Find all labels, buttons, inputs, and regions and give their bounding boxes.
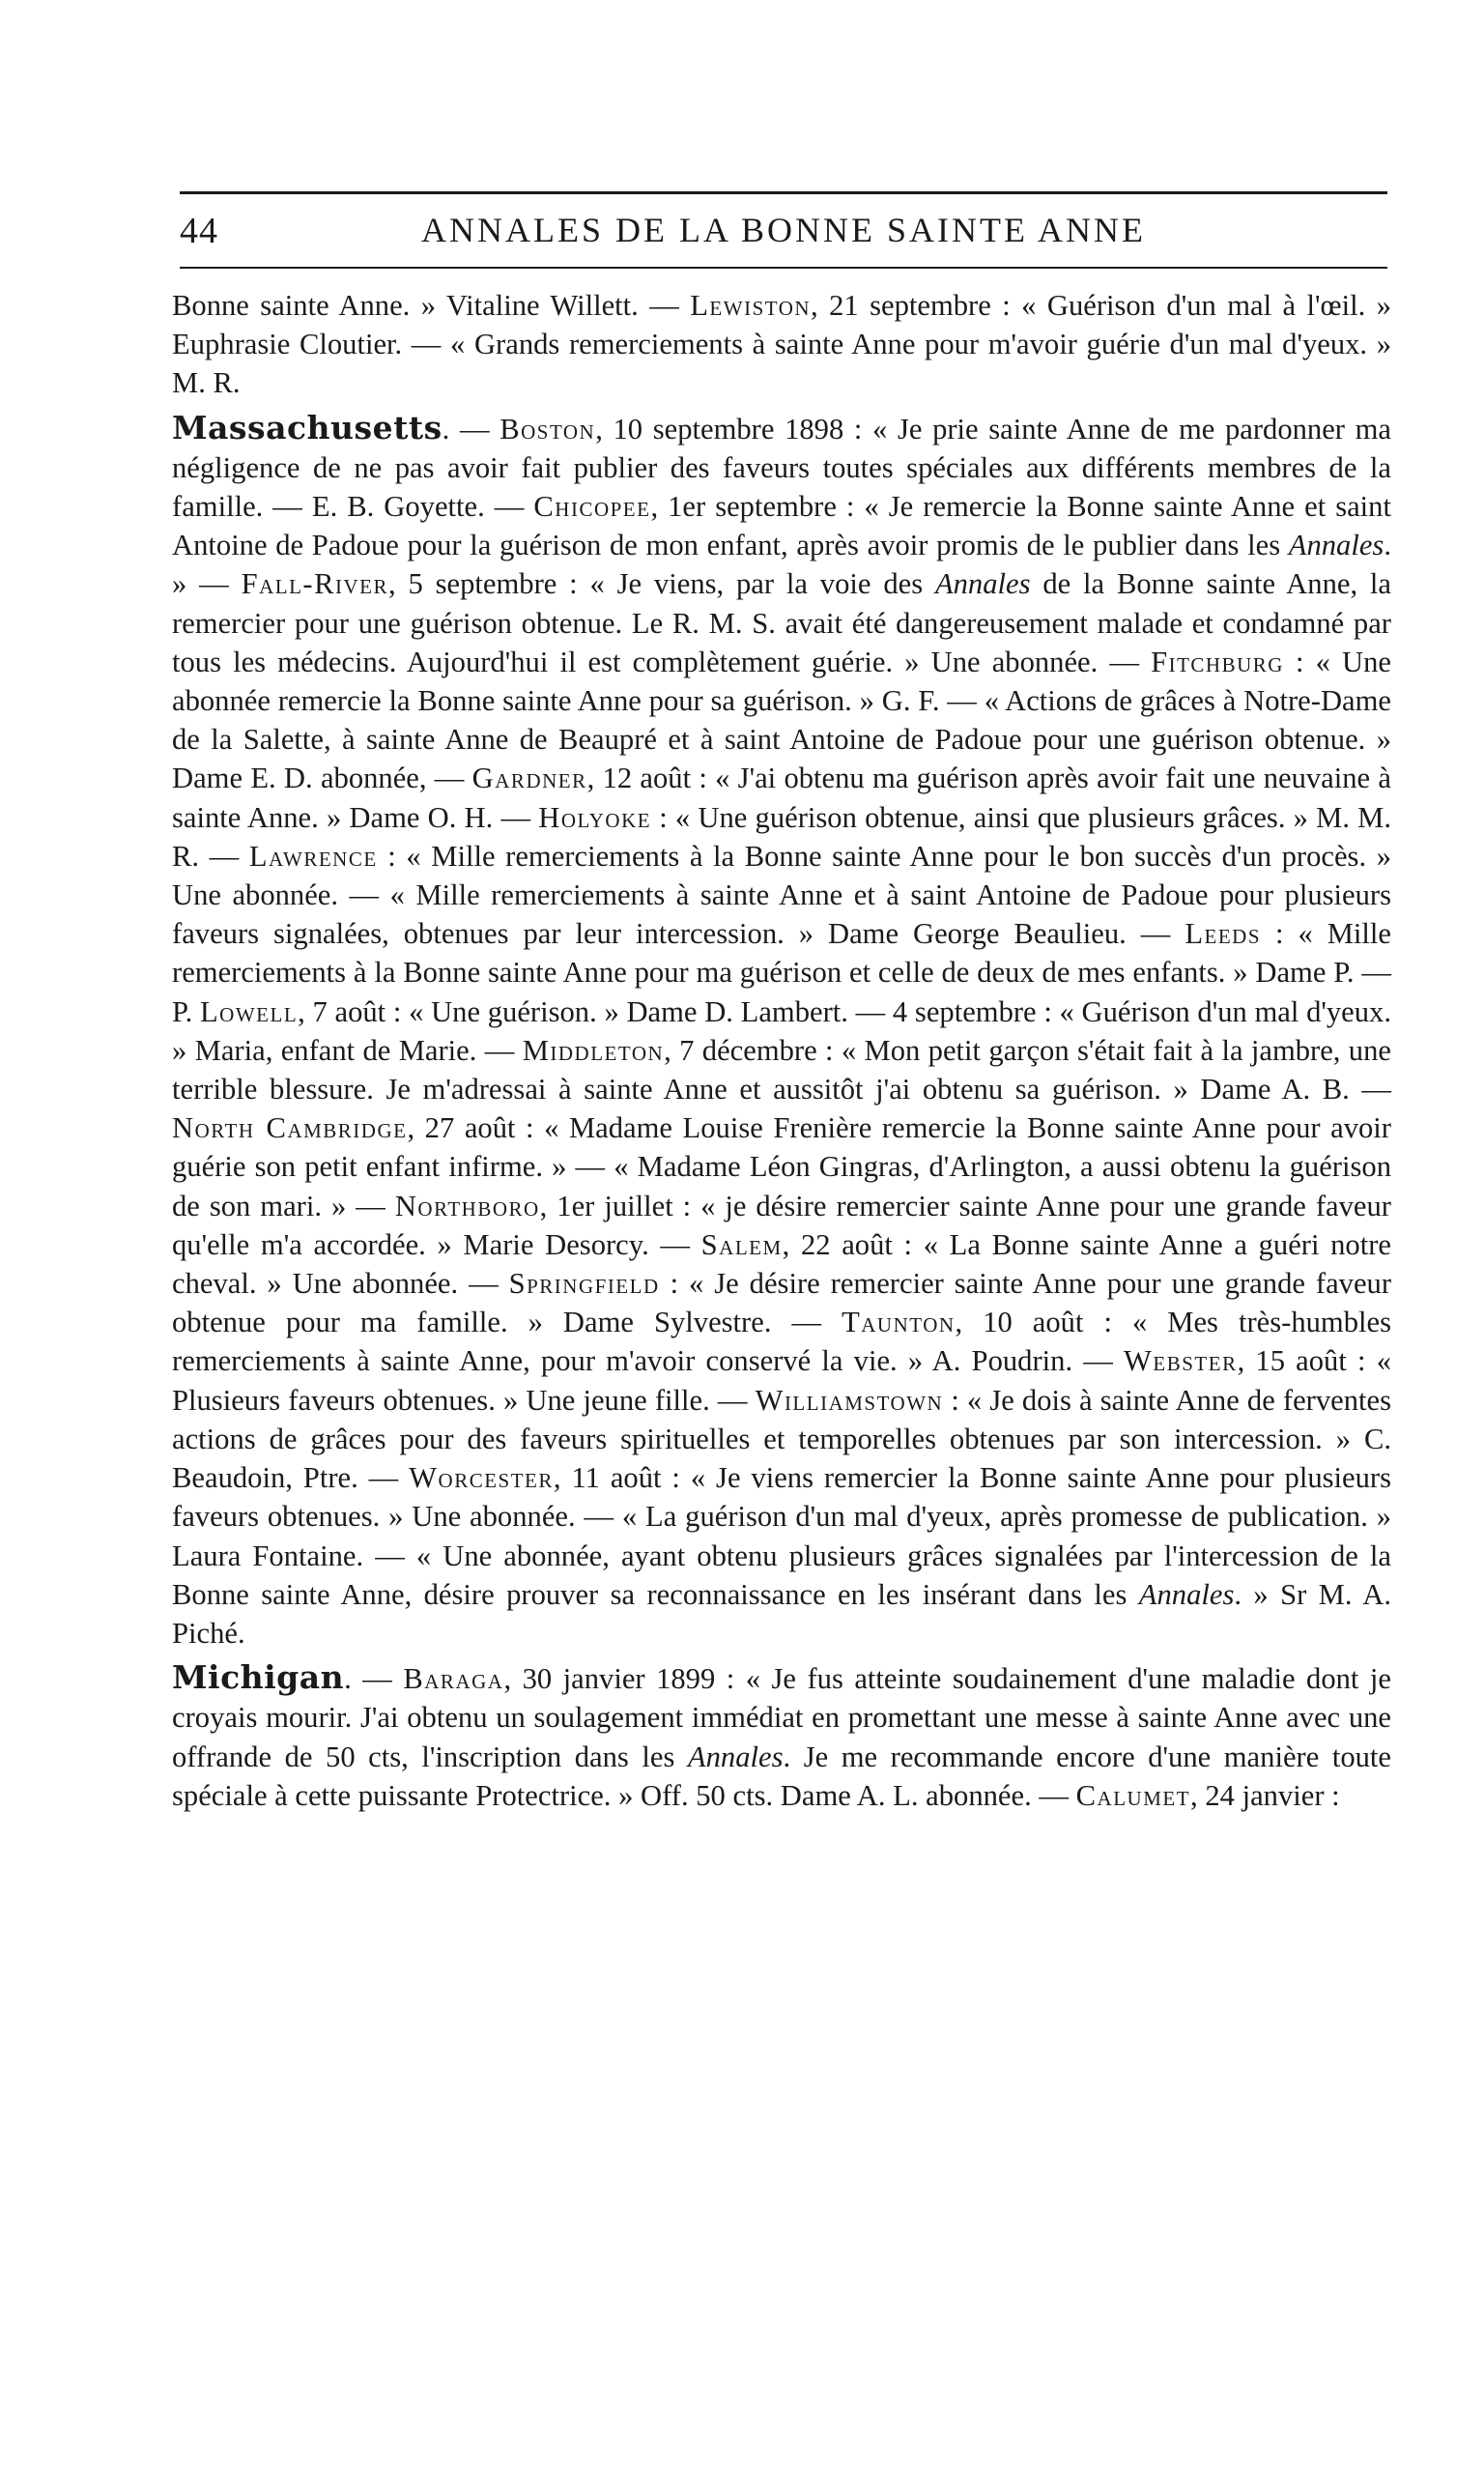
text-run: , 10 août : « Mes très-humbles remerciements à sainte Anne, pour m'avoir conservé la vie. » A. Poudrin. — (172, 1306, 1391, 1378)
italic-title: Annales (1288, 529, 1384, 562)
place-name: Leeds (1184, 917, 1262, 951)
state-heading: Massachusetts (172, 408, 442, 446)
text-run: de la Bonne sainte Anne, la remercier pour une guérison obtenue. Le R. M. S. avait été dangereusement malade et condamné par tous les médecins. Aujourd'hui il est complètement guérie. » Une abonnée. — (172, 567, 1392, 678)
text-run: , 11 août : « Je viens remercier la Bonne sainte Anne pour plusieurs faveurs obtenues. » Une abonnée. — « La guérison d'un mal d'yeux, après promesse de publication. » Laura Fontaine. — « Une abonnée, ayant obtenu plusieurs grâces signalées par l'intercession de la Bonne sainte Anne, désire prouver sa reconnaissance en les insérant dans les (172, 1461, 1392, 1611)
text-run: : « Une abonnée remercie la Bonne sainte Anne pour sa guérison. » G. F. — « Actions de grâces à Notre-Dame de la Salette, à sainte Anne de Beaupré et à saint Antoine de Padoue pour une guérison obtenue. » Dame E. D. abonnée, — (172, 645, 1392, 795)
body-text (172, 286, 1391, 1815)
text-run: , 24 janvier : (1190, 1778, 1340, 1812)
paragraph (172, 1658, 1391, 1815)
place-name: Williamstown (755, 1383, 944, 1417)
place-name: Lawrence (248, 839, 378, 873)
text-run: . Je me recommande encore d'une manière toute spéciale à cette puissante Protectrice. » Off. 50 cts. Dame A. L. abonnée. — (172, 1740, 1392, 1812)
place-name: Middleton (522, 1033, 665, 1067)
text-run: . » — (172, 529, 1391, 601)
place-name: Springfield (508, 1267, 660, 1301)
text-run: , 10 septembre 1898 : « Je prie sainte Anne de me pardonner ma négligence de ne pas avoir fait publier des faveurs toutes spéciales aux différents membres de la famille. — E. B. Goyette. — (172, 412, 1391, 524)
place-name: Lowell (199, 994, 299, 1028)
text-run: . — (442, 412, 500, 446)
italic-title: Annales (687, 1740, 784, 1773)
state-heading: Michigan (172, 1658, 345, 1697)
text-run: , 1er septembre : « Je remercie la Bonne sainte Anne et saint Antoine de Padoue pour la guérison de mon enfant, après avoir promis de le publier dans les (172, 490, 1391, 562)
text-run: , 12 août : « J'ai obtenu ma guérison après avoir fait une neuvaine à sainte Anne. » Dame O. H. — (172, 762, 1391, 834)
running-header (180, 191, 1387, 262)
place-name: Webster (1124, 1344, 1238, 1378)
text-run: : « Mille remerciements à la Bonne sainte Anne pour ma guérison et celle de deux de mes enfants. » Dame P. — P. (172, 917, 1392, 1028)
place-name: Lewiston (690, 289, 812, 322)
place-name: Baraga (403, 1662, 504, 1696)
italic-title: Annales (934, 567, 1031, 601)
text-run: Bonne sainte Anne. » Vitaline Willett. — (172, 289, 691, 322)
place-name: Holyoke (538, 800, 652, 834)
place-name: Northboro (394, 1189, 540, 1222)
place-name: Taunton (842, 1306, 956, 1339)
text-run: : « Je dois à sainte Anne de ferventes actions de grâces pour des faveurs spirituelles et temporelles obtenues par son intercession. » C. Beaudoin, Ptre. — (172, 1383, 1392, 1495)
text-run: : « Une guérison obtenue, ainsi que plusieurs grâces. » M. M. R. — (172, 800, 1391, 873)
text-run: , 1er juillet : « je désire remercier sainte Anne pour une grande faveur qu'elle m'a accordée. » Marie Desorcy. — (172, 1189, 1391, 1261)
running-title: ANNALES DE LA BONNE SAINTE ANNE (421, 211, 1146, 249)
text-run: . — (344, 1662, 404, 1696)
text-run: , 30 janvier 1899 : « Je fus atteinte soudainement d'une maladie dont je croyais mourir. J'ai obtenu un soulagement immédiat en promettant une messe à sainte Anne avec une offrande de 50 cts, l'inscription dans les (172, 1662, 1391, 1773)
text-run: , 5 septembre : « Je viens, par la voie des (388, 567, 935, 601)
text-run: , 21 septembre : « Guérison d'un mal à l'œil. » Euphrasie Cloutier. — « Grands remerciements à sainte Anne pour m'avoir guérie d'un mal d'yeux. » M. R. (172, 289, 1391, 400)
paragraph (172, 409, 1391, 1653)
text-run: . » Sr M. A. Piché. (172, 1577, 1391, 1650)
place-name: Gardner (471, 762, 587, 795)
place-name: Salem (700, 1227, 783, 1261)
place-name: Fitchburg (1151, 645, 1284, 678)
place-name: Boston (499, 412, 596, 446)
place-name: Worcester (409, 1461, 554, 1495)
italic-title: Annales (1138, 1577, 1235, 1611)
place-name: Calumet (1075, 1778, 1191, 1812)
page-number: 44 (180, 211, 218, 251)
text-run: : « Je désire remercier sainte Anne pour une grande faveur obtenue pour ma famille. » Dame Sylvestre. — (172, 1267, 1392, 1339)
place-name: Fall-River (241, 567, 388, 601)
place-name: Chicopee (533, 490, 651, 524)
text-run: , 7 août : « Une guérison. » Dame D. Lambert. — 4 septembre : « Guérison d'un mal d'yeux. » Maria, enfant de Marie. — (172, 994, 1391, 1067)
place-name: North Cambridge (172, 1111, 408, 1145)
text-run: , 15 août : « Plusieurs faveurs obtenues. » Une jeune fille. — (172, 1344, 1391, 1417)
header-rule (180, 267, 1387, 269)
text-run: , 7 décembre : « Mon petit garçon s'était fait à la jambre, une terrible blessure. Je m'adressai à sainte Anne et aussitôt j'ai obtenu sa guérison. » Dame A. B. — (172, 1033, 1391, 1107)
paragraph (172, 286, 1391, 403)
text-run: , 22 août : « La Bonne sainte Anne a guéri notre cheval. » Une abonnée. — (172, 1227, 1391, 1301)
text-run: , 27 août : « Madame Louise Frenière remercie la Bonne sainte Anne pour avoir guérie son petit enfant infirme. » — « Madame Léon Gingras, d'Arlington, a aussi obtenu la guérison de son mari. » — (172, 1111, 1391, 1222)
text-run: : « Mille remerciements à la Bonne sainte Anne pour le bon succès d'un procès. » Une abonnée. — « Mille remerciements à sainte Anne et à saint Antoine de Padoue pour plusieurs faveurs signalées, obtenues par leur intercession. » Dame George Beaulieu. — (172, 839, 1391, 951)
